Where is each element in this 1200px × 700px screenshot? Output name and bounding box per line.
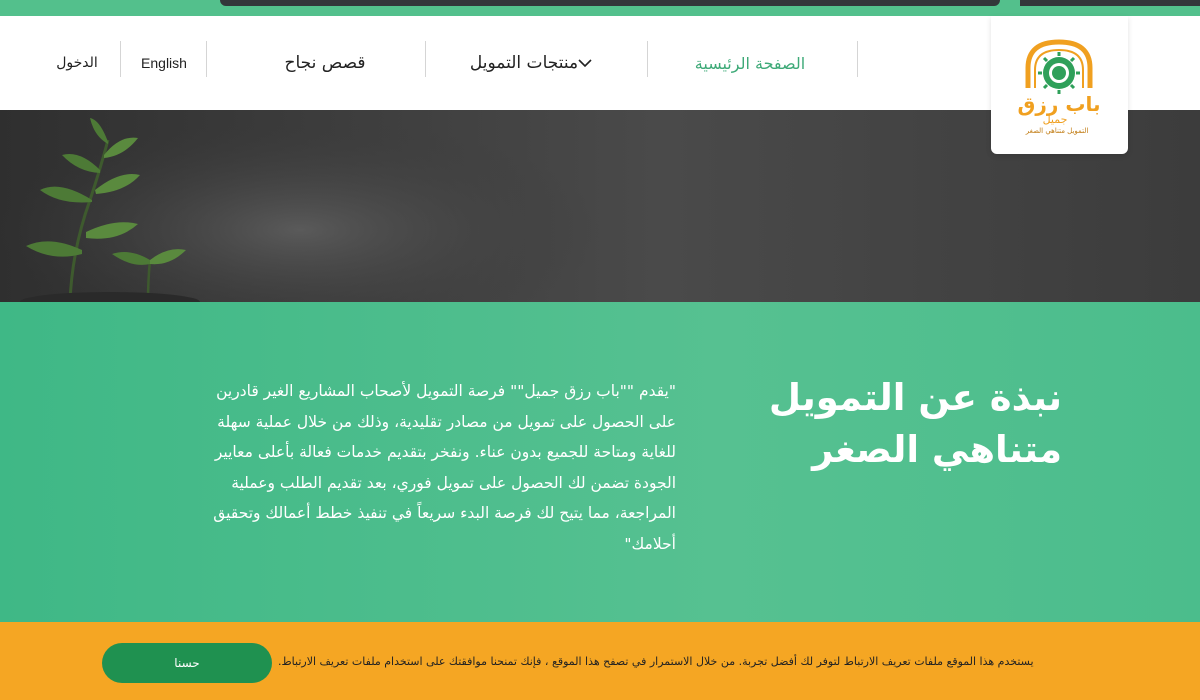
about-section [0,302,1200,622]
logo-name-text: باب رزق [1017,92,1101,116]
nav-products-dropdown[interactable] [440,16,640,110]
nav-divider [120,41,121,77]
cookie-accept-button[interactable]: حسنا [102,643,272,683]
nav-divider [647,41,648,77]
browser-edge [220,0,1000,6]
about-title [760,372,1062,476]
browser-edge-right [1020,0,1200,6]
cookie-consent-bar [0,622,1200,700]
language-switch-english[interactable]: English [141,55,187,71]
brand-logo[interactable] [991,16,1128,154]
nav-divider [425,41,426,77]
about-body-text: "يقدم ""باب رزق جميل"" فرصة التمويل لأصحاب المشاريع الغير قادرين على الحصول على تمويل من مصادر تقليدية، وذلك من خلال عملية سهلة للغاية ومتاحة للجميع بدون عناء. ونفخر بتقديم خدمات فعالة بأعلى معايير الجودة تضمن لك الحصول على تمويل فوري، بعد تقديم الطلب وعملية المراجعة، مما يتيح لك فرصة البدء سريعاً في تنفيذ خطط أعمالك وتحقيق أحلامك" [213,382,676,553]
cookie-message: يستخدم هذا الموقع ملفات تعريف الارتباط لتوفر لك أفضل تجربة. من خلال الاستمرار في تصفح هذا الموقع ، فإنك تمنحنا موافقتك على استخدام ملفات تعريف الارتباط. [278,654,1034,668]
nav-success-stories-link[interactable]: قصص نجاح [284,53,366,73]
nav-divider [857,41,858,77]
top-accent-strip [0,0,1200,16]
chevron-down-icon [578,59,592,68]
about-title-line1: نبذة عن التمويل [768,376,1062,419]
logo-tagline-text: التمويل متناهي الصغر [1025,127,1089,135]
nav-divider [206,41,207,77]
about-title-line2: متناهي الصغر [812,428,1062,471]
nav-products-label: منتجات التمويل [469,53,579,73]
login-link[interactable]: الدخول [56,55,98,71]
nav-home-link[interactable]: الصفحة الرئيسية [694,53,806,73]
sun-arch-logo-icon [991,16,1128,154]
logo-sub-text: جميل [1042,113,1068,126]
